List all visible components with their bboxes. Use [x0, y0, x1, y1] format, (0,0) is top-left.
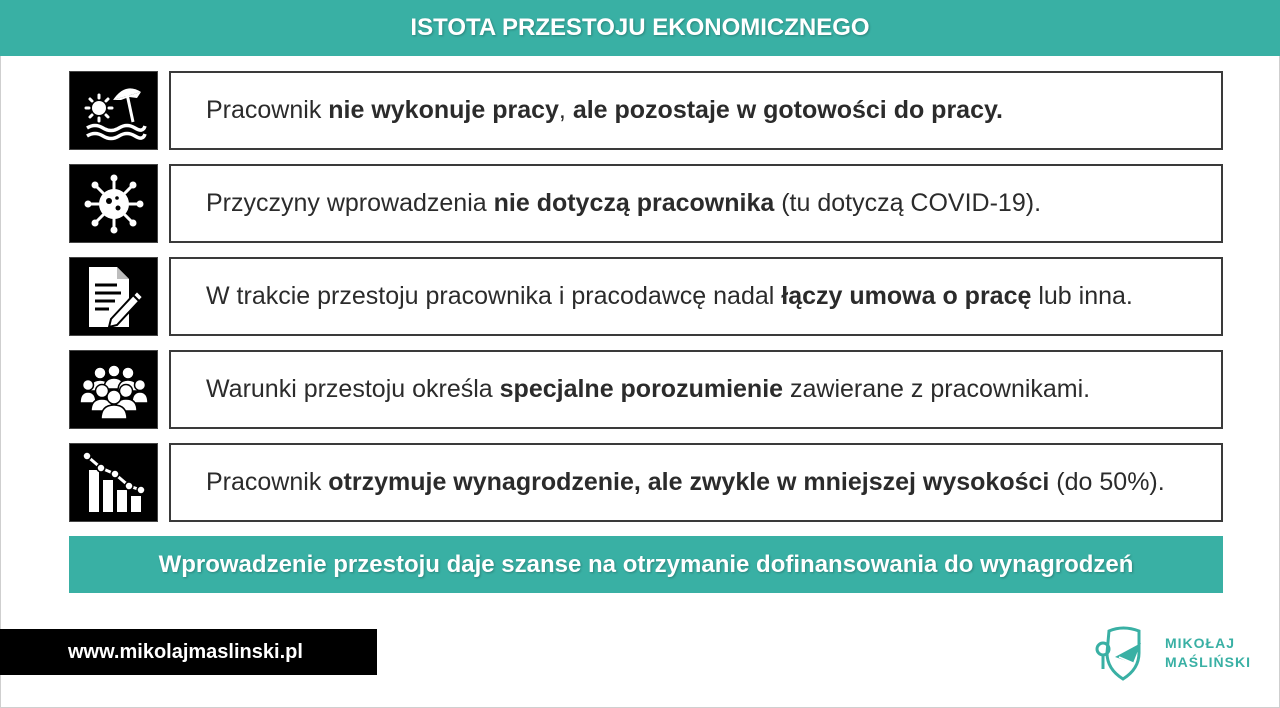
brand-first-name: MIKOŁAJ	[1165, 635, 1235, 651]
page-title: ISTOTA PRZESTOJU EKONOMICZNEGO	[410, 14, 870, 41]
point-text: Warunki przestoju określa specjalne porozumienie zawierane z pracownikami.	[206, 375, 1091, 403]
list-item	[69, 350, 1223, 429]
point-text: Pracownik otrzymuje wynagrodzenie, ale zwykle w mniejszej wysokości (do 50%).	[206, 468, 1165, 496]
summary-text: Wprowadzenie przestoju daje szanse na otrzymanie dofinansowania do wynagrodzeń	[158, 550, 1134, 578]
point-text: W trakcie przestoju pracownika i pracodawcę nadal łączy umowa o pracę lub inna.	[206, 282, 1133, 310]
website-url[interactable]: www.mikolajmaslinski.pl	[68, 640, 303, 663]
brand-logo	[1093, 623, 1263, 683]
contract-document-icon	[69, 257, 158, 336]
point-box	[169, 164, 1223, 243]
virus-icon	[69, 164, 158, 243]
group-people-icon	[69, 350, 158, 429]
point-box	[169, 443, 1223, 522]
list-item	[69, 443, 1223, 522]
list-item	[69, 164, 1223, 243]
point-box	[169, 350, 1223, 429]
brand-name	[1165, 634, 1251, 672]
website-bar	[0, 629, 377, 675]
point-text: Pracownik nie wykonuje pracy, ale pozostaje w gotowości do pracy.	[206, 96, 1003, 124]
point-box	[169, 257, 1223, 336]
shield-logo-icon	[1093, 623, 1153, 683]
list-item	[69, 71, 1223, 150]
declining-chart-icon	[69, 443, 158, 522]
point-box	[169, 71, 1223, 150]
brand-last-name: MAŚLIŃSKI	[1165, 654, 1251, 670]
list-item	[69, 257, 1223, 336]
point-text: Przyczyny wprowadzenia nie dotyczą pracownika (tu dotyczą COVID-19).	[206, 189, 1042, 217]
beach-umbrella-icon	[69, 71, 158, 150]
header-bar	[0, 0, 1280, 56]
summary-banner	[69, 536, 1223, 593]
